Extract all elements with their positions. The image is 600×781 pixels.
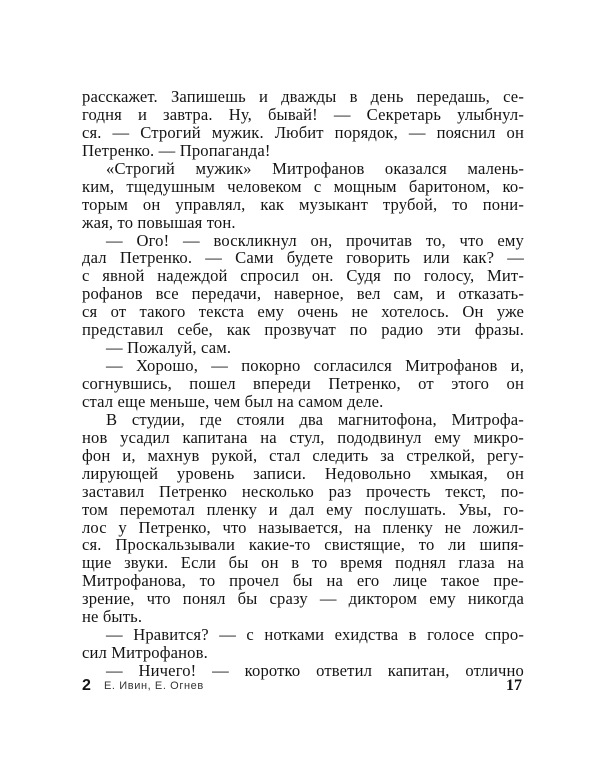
signature-authors: Е. Ивин, Е. Огнев xyxy=(104,680,204,692)
signature-number: 2 xyxy=(82,677,91,694)
text-line: жая, то повышая тон. xyxy=(82,212,236,232)
text-line: стал еще меньше, чем был на самом деле. xyxy=(82,391,384,411)
text-line: ся. — Строгий мужик. Любит порядок, — пояснил он xyxy=(82,122,524,142)
text-line: согнувшись, пошел впереди Петренко, от этого он xyxy=(82,374,524,393)
text-line: заставил Петренко несколько раз прочесть текст, по- xyxy=(82,481,524,501)
text-line: Петренко. — Пропаганда! xyxy=(82,140,271,160)
page-body-text xyxy=(82,88,524,680)
text-line: расскажет. Запишешь и дважды в день передашь, се- xyxy=(82,87,524,106)
text-line: фон и, махнув рукой, стал следить за стрелкой, регу- xyxy=(82,445,524,465)
text-line: лирующей уровень записи. Недовольно хмыкая, он xyxy=(82,463,524,483)
page-number: 17 xyxy=(506,677,522,694)
page-footer xyxy=(82,677,522,697)
text-line: — Ничего! — коротко ответил капитан, отлично xyxy=(106,661,524,680)
text-line: Митрофанова, то прочел бы на его лице такое пре- xyxy=(82,571,524,591)
text-line: — Пожалуй, сам. xyxy=(106,338,232,358)
text-line: ся от такого текста ему очень не хотелось. Он уже xyxy=(82,302,524,322)
text-line: не быть. xyxy=(82,607,143,627)
text-line: годня и завтра. Ну, бывай! — Секретарь улыбнул- xyxy=(82,104,524,124)
text-line: торым он управлял, как музыкант трубой, то пони- xyxy=(82,194,524,214)
text-line: В студии, где стояли два магнитофона, Митрофа- xyxy=(106,409,524,429)
text-line: дал Петренко. — Сами будете говорить или как? — xyxy=(82,248,524,268)
text-line: нов усадил капитана на стул, пододвинул ему микро- xyxy=(82,427,524,447)
text-line: том перемотал пленку и дал ему послушать. Увы, го- xyxy=(82,499,524,519)
text-line: щие звуки. Если бы он в то время поднял глаза на xyxy=(82,553,524,573)
text-line: представил себе, как прозвучат по радио эти фразы. xyxy=(82,320,524,340)
text-line: лос у Петренко, что называется, на пленку не ложил- xyxy=(82,517,524,537)
text-line: «Строгий мужик» Митрофанов оказался малень- xyxy=(106,158,524,178)
text-line: — Хорошо, — покорно согласился Митрофанов и, xyxy=(106,356,524,376)
text-line: ся. Проскальзывали какие-то свистящие, то ли шипя- xyxy=(82,535,524,555)
text-line: — Ого! — воскликнул он, прочитав то, что ему xyxy=(106,230,524,250)
text-line: зрение, что понял бы сразу — диктором ему никогда xyxy=(82,589,524,609)
text-line: — Нравится? — с нотками ехидства в голосе спро- xyxy=(106,625,524,645)
text-line: ким, тщедушным человеком с мощным баритоном, ко- xyxy=(82,176,524,196)
text-line: сил Митрофанов. xyxy=(82,643,208,663)
text-line: рофанов все передачи, наверное, вел сам, и отказать- xyxy=(82,284,524,304)
text-line: с явной надеждой спросил он. Судя по голосу, Мит- xyxy=(82,266,524,286)
